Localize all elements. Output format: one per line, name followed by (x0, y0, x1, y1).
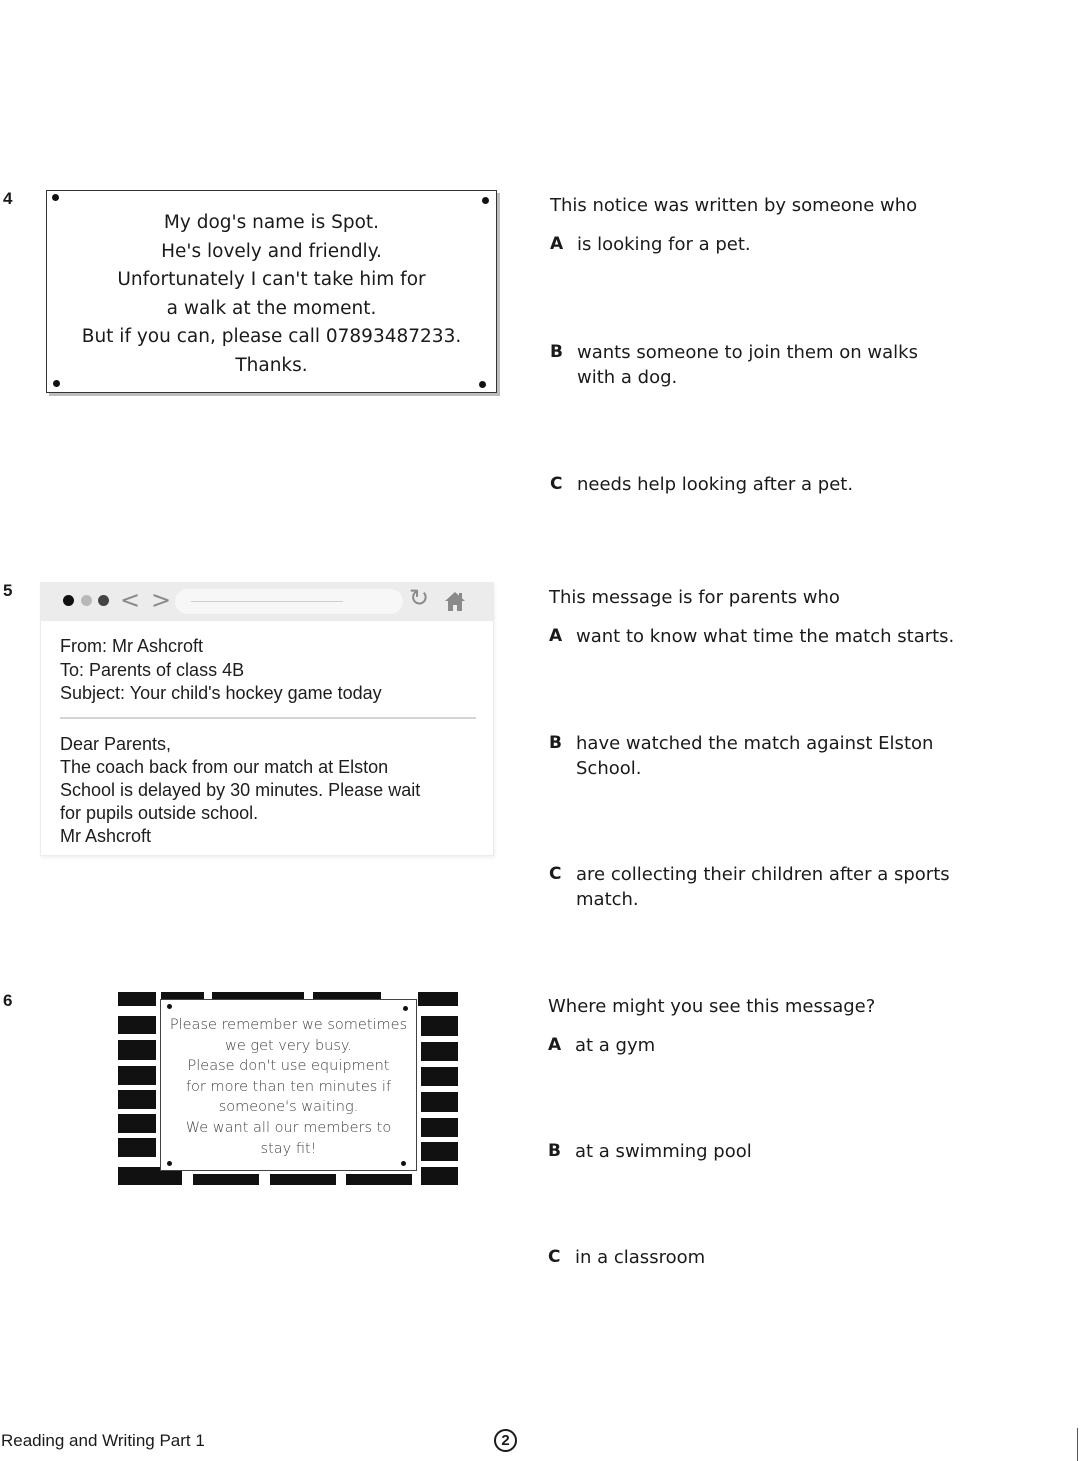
email-line: for pupils outside school. (60, 803, 259, 823)
question-text: This notice was written by someone who (550, 195, 918, 216)
question-number: 6 (3, 991, 13, 1010)
notice-line: someone's waiting. (218, 1099, 359, 1116)
email-line: Dear Parents, (60, 734, 172, 754)
option-letter: B (550, 342, 563, 362)
notice-line: But if you can, please call 07893487233. (81, 326, 462, 347)
notice-line: Please remember we sometimes (169, 1017, 408, 1033)
option-text: needs help looking after a pet. (577, 474, 854, 495)
option-letter: B (548, 1141, 561, 1161)
notice-line: Please don't use equipment (187, 1058, 390, 1075)
option-text: in a classroom (575, 1247, 706, 1268)
section-title: Reading and Writing Part 1 (1, 1431, 205, 1450)
option-text: are collecting their children after a sports match. (576, 864, 950, 910)
pin-icon (482, 197, 489, 204)
pin-icon (403, 1006, 408, 1011)
option-text: have watched the match against Elston School. (576, 733, 934, 779)
question-number: 4 (3, 189, 13, 208)
option-letter: A (550, 234, 564, 254)
option-text: want to know what time the match starts. (576, 626, 955, 647)
back-arrow-icon[interactable]: < (120, 586, 141, 614)
email-from: From: Mr Ashcroft (60, 636, 204, 656)
email-line: The coach back from our match at Elston (60, 757, 389, 777)
question-text: This message is for parents who (549, 587, 840, 608)
option-text: at a swimming pool (575, 1141, 752, 1162)
pin-icon (167, 1004, 172, 1009)
page-edge-mark (1077, 1428, 1078, 1461)
email-header (60, 635, 382, 706)
email-subject: Subject: Your child's hockey game today (60, 683, 382, 703)
address-bar[interactable] (175, 589, 403, 614)
email-body (60, 733, 420, 848)
pin-icon (53, 380, 60, 387)
option-letter: B (549, 733, 562, 753)
option-letter: A (549, 626, 563, 646)
email-line: School is delayed by 30 minutes. Please wait (60, 780, 421, 800)
option-letter: C (548, 1247, 561, 1267)
option-letter: C (549, 864, 562, 884)
email-line: Mr Ashcroft (60, 826, 152, 846)
email-to: To: Parents of class 4B (60, 659, 245, 680)
question-text: Where might you see this message? (548, 996, 876, 1017)
gym-notice (160, 999, 417, 1171)
notice-line: we get very busy. (224, 1037, 353, 1054)
notice-line: a walk at the moment. (166, 297, 377, 319)
email-window (40, 582, 494, 856)
notice-line: We want all our members to (185, 1119, 392, 1136)
question-number: 5 (3, 581, 13, 600)
option-text: is looking for a pet. (577, 234, 751, 255)
notice-line: Unfortunately I can't take him for (117, 269, 426, 290)
notice-line: He's lovely and friendly. (161, 240, 382, 262)
divider (60, 717, 476, 719)
page-number: 2 (494, 1429, 517, 1452)
pin-icon (167, 1161, 172, 1166)
pin-icon (401, 1161, 406, 1166)
option-letter: A (548, 1035, 562, 1055)
pin-icon (52, 194, 59, 201)
option-text: wants someone to join them on walks with a dog. (577, 342, 918, 388)
notice-line: My dog's name is Spot. (163, 212, 380, 233)
notice-line: stay fit! (260, 1140, 317, 1157)
forward-arrow-icon[interactable]: > (151, 586, 172, 614)
option-letter: C (550, 474, 563, 494)
notice-line: for more than ten minutes if (185, 1078, 392, 1095)
pin-icon (479, 381, 486, 388)
notice-line: Thanks. (235, 354, 308, 376)
option-text: at a gym (575, 1035, 656, 1056)
home-icon[interactable] (443, 589, 467, 613)
reload-icon[interactable]: ↻ (409, 584, 430, 612)
browser-toolbar (41, 583, 493, 621)
dog-notice (46, 190, 497, 393)
